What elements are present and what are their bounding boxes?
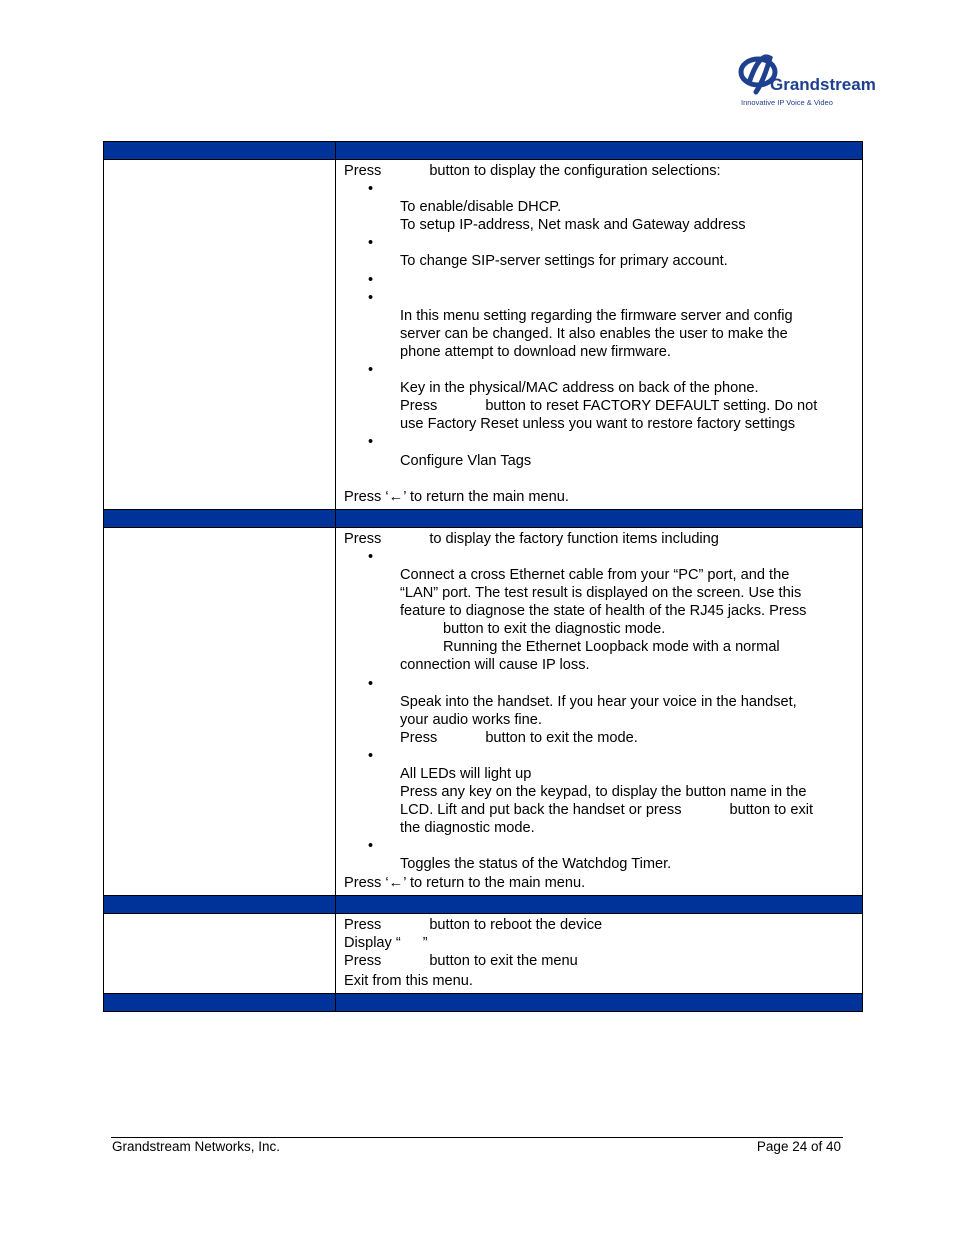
- config-content: Press button to display the configuration selections: • To enable/disable DHCP. To setup IP-address, Net mask and Gateway address • To change SIP-server settings for primary account. • • In this menu setting regarding the firmware server and config server can be changed. It also enables the user to make the phone attempt to download new firmware. • Key in the physical/MAC address on back of the phone. Press button to reset FACTORY DEFAULT setting. Do not use Factory Reset unless you want to restore factory settings • Configure Vlan Tags Press ‘←’ to return the main menu.: [336, 160, 862, 509]
- bullet-loopback: [344, 548, 856, 566]
- factory-intro: to display the factory function items including: [429, 530, 719, 547]
- logo-wordmark: Grandstream: [770, 75, 876, 94]
- bullet-sip: [344, 234, 856, 252]
- footer-company: Grandstream Networks, Inc.: [112, 1139, 281, 1154]
- bullet-watchdog: [344, 837, 856, 855]
- row-reboot: [104, 913, 863, 993]
- factory-return-text: Press ‘←’ to return to the main menu.: [344, 874, 586, 891]
- bullet-audio: [344, 675, 856, 693]
- header-row-config: [104, 142, 863, 160]
- menu-table: [103, 141, 863, 1012]
- bullet-upgrade: [344, 289, 856, 307]
- reboot-content: Press button to reboot the device Display “ ” Press button to exit the menu Exit from this menu.: [344, 916, 603, 989]
- logo-tagline: Innovative IP Voice & Video: [741, 98, 833, 107]
- bullet-led: [344, 747, 856, 765]
- grandstream-logo: [738, 50, 876, 110]
- header-row-factory: [104, 509, 863, 527]
- factory-content: Press to display the factory function items including • Connect a cross Ethernet cable from your “PC” port, and the “LAN” port. The test result is displayed on the screen. Use this feature to diagnose the state of health of the RJ45 jacks. Press button to exit the diagnostic mode. Running the Ethernet Loopback mode with a normal connection will cause IP loss. • Speak into the handset. If you hear your voice in the handset, your audio works fine. Press button to exit the mode. • All LEDs will light up Press any key on the keypad, to display the button name in the LCD. Lift and put back the handset or press button to exit the diagnostic mode. • Toggles the status of the Watchdog Timer. Press ‘←’ to return to the main menu.: [336, 528, 862, 895]
- row-config: [104, 160, 863, 510]
- bullet-factory-reset: [344, 361, 856, 379]
- bullet-blank: [344, 271, 856, 289]
- bullet-dhcp: [344, 180, 856, 198]
- footer-page-number: Page 24 of 40: [756, 1139, 841, 1154]
- logo-mark: [738, 50, 876, 98]
- config-return-text: Press ‘←’ to return the main menu.: [344, 488, 569, 505]
- header-row-reboot: [104, 895, 863, 913]
- header-row-exit: [104, 994, 863, 1012]
- footer-divider: [111, 1137, 843, 1138]
- row-factory: [104, 527, 863, 895]
- bullet-vlan: [344, 433, 856, 451]
- config-intro: button to display the configuration selections:: [429, 163, 721, 179]
